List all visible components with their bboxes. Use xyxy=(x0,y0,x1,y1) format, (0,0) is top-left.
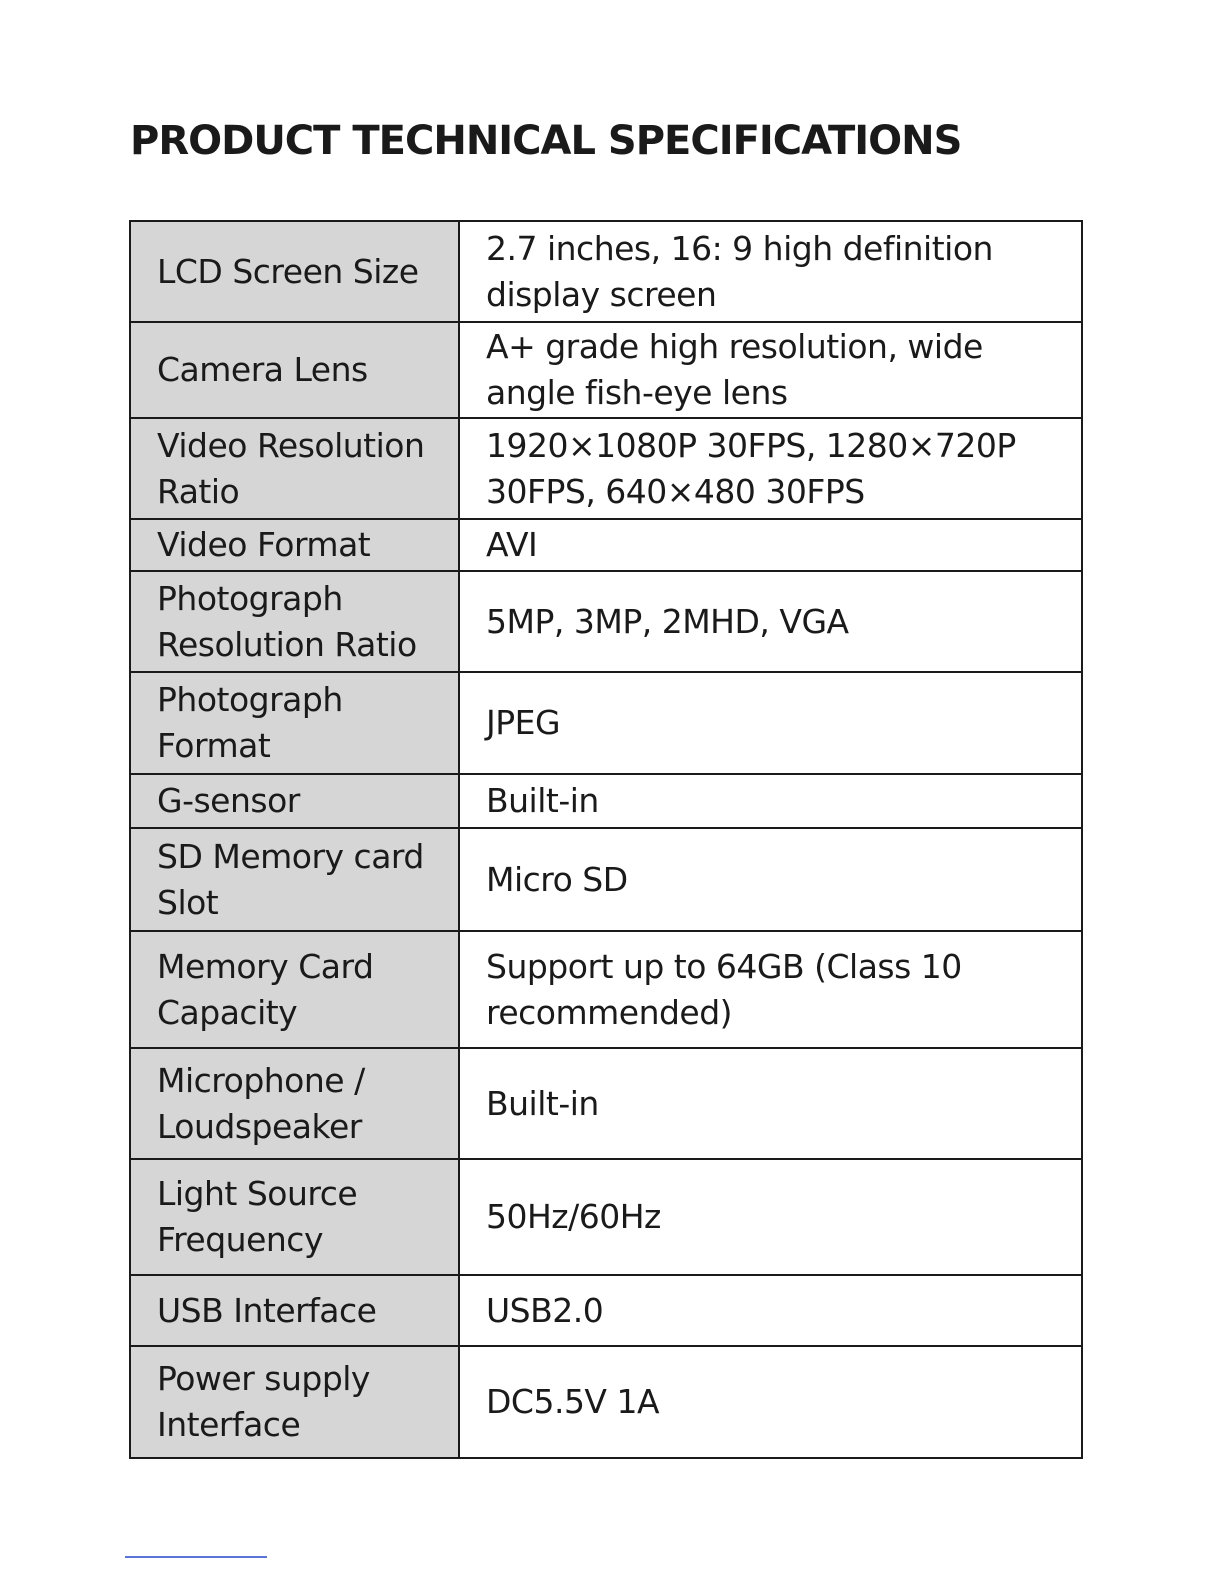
spec-value: AVI xyxy=(459,519,1082,571)
table-row xyxy=(130,519,1082,571)
table-row xyxy=(130,322,1082,418)
spec-value: Built-in xyxy=(459,1048,1082,1159)
table-row xyxy=(130,774,1082,828)
spec-value: 1920×1080P 30FPS, 1280×720P 30FPS, 640×480 30FPS xyxy=(459,418,1082,519)
spec-label: Memory Card Capacity xyxy=(130,931,459,1048)
table-row xyxy=(130,672,1082,774)
footer-divider xyxy=(125,1556,267,1558)
spec-value: A+ grade high resolution, wide angle fish-eye lens xyxy=(459,322,1082,418)
table-row xyxy=(130,931,1082,1048)
spec-value: DC5.5V 1A xyxy=(459,1346,1082,1458)
table-row xyxy=(130,221,1082,322)
spec-value: Support up to 64GB (Class 10 recommended) xyxy=(459,931,1082,1048)
spec-label: USB Interface xyxy=(130,1275,459,1346)
page-title: PRODUCT TECHNICAL SPECIFICATIONS xyxy=(130,118,962,164)
table-row xyxy=(130,1275,1082,1346)
table-row xyxy=(130,828,1082,931)
spec-label: LCD Screen Size xyxy=(130,221,459,322)
spec-label: Power supply Interface xyxy=(130,1346,459,1458)
table-row xyxy=(130,1346,1082,1458)
spec-label: Light Source Frequency xyxy=(130,1159,459,1275)
spec-label: Photograph Resolution Ratio xyxy=(130,571,459,672)
table-row xyxy=(130,571,1082,672)
spec-value: 5MP, 3MP, 2MHD, VGA xyxy=(459,571,1082,672)
spec-label: Video Format xyxy=(130,519,459,571)
spec-value: Micro SD xyxy=(459,828,1082,931)
table-row xyxy=(130,1159,1082,1275)
spec-value: Built-in xyxy=(459,774,1082,828)
spec-table xyxy=(129,220,1083,1459)
spec-value: JPEG xyxy=(459,672,1082,774)
spec-label: SD Memory card Slot xyxy=(130,828,459,931)
spec-label: Camera Lens xyxy=(130,322,459,418)
spec-label: G-sensor xyxy=(130,774,459,828)
table-row xyxy=(130,418,1082,519)
spec-label: Video Resolution Ratio xyxy=(130,418,459,519)
spec-value: 2.7 inches, 16: 9 high definition display screen xyxy=(459,221,1082,322)
spec-label: Microphone / Loudspeaker xyxy=(130,1048,459,1159)
spec-value: 50Hz/60Hz xyxy=(459,1159,1082,1275)
spec-value: USB2.0 xyxy=(459,1275,1082,1346)
spec-label: Photograph Format xyxy=(130,672,459,774)
table-row xyxy=(130,1048,1082,1159)
